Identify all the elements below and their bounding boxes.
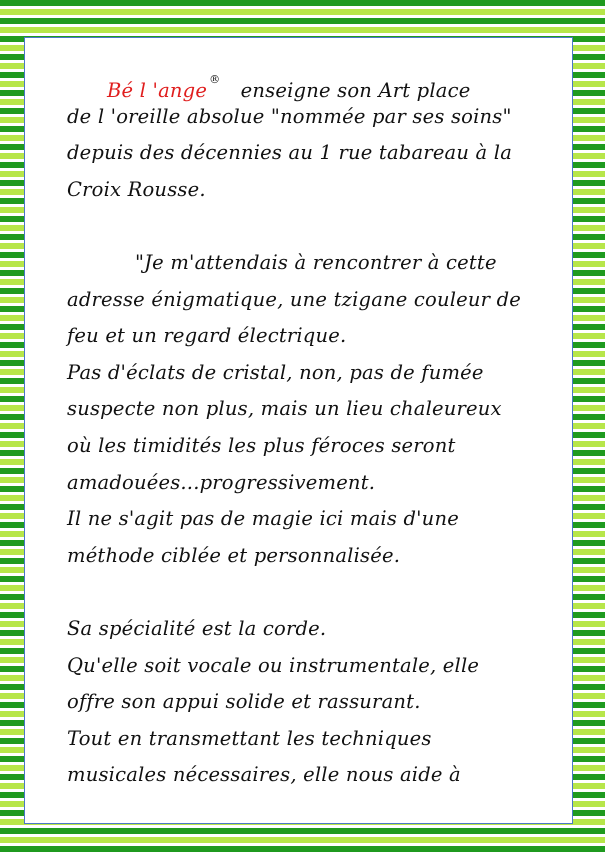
document-line: Sa spécialité est la corde. xyxy=(67,616,327,640)
brand-name: Bé l 'ange xyxy=(107,79,208,102)
document-page xyxy=(24,37,573,824)
document-line: Pas d'éclats de cristal, non, pas de fumée xyxy=(67,360,484,384)
paragraph-spacer xyxy=(67,208,560,245)
document-body xyxy=(67,62,560,794)
document-line: Croix Rousse. xyxy=(67,177,206,201)
document-line: Il ne s'agit pas de magie ici mais d'une xyxy=(67,507,459,531)
document-line: de l 'oreille absolue "nommée par ses soins" xyxy=(67,104,512,128)
document-line: musicales nécessaires, elle nous aide à xyxy=(67,763,461,787)
document-line: amadouées...progressivement. xyxy=(67,470,376,494)
document-line xyxy=(67,62,560,102)
document-line: feu et un regard électrique. xyxy=(67,324,347,348)
paragraph-spacer xyxy=(67,574,560,611)
registered-mark: ® xyxy=(209,73,221,86)
document-line: offre son appui solide et rassurant. xyxy=(67,690,421,714)
document-line: depuis des décennies au 1 rue tabareau à la xyxy=(67,141,513,165)
document-line: adresse énigmatique, une tzigane couleur de xyxy=(67,287,522,311)
line-text: enseigne son Art place xyxy=(234,79,471,102)
document-line: où les timidités les plus féroces seront xyxy=(67,433,456,457)
document-line: suspecte non plus, mais un lieu chaleureux xyxy=(67,397,502,421)
document-line: Qu'elle soit vocale ou instrumentale, elle xyxy=(67,653,480,677)
document-line: méthode ciblée et personnalisée. xyxy=(67,543,401,567)
document-line: "Je m'attendais à rencontrer à cette xyxy=(135,250,497,274)
document-line: Tout en transmettant les techniques xyxy=(67,726,432,750)
